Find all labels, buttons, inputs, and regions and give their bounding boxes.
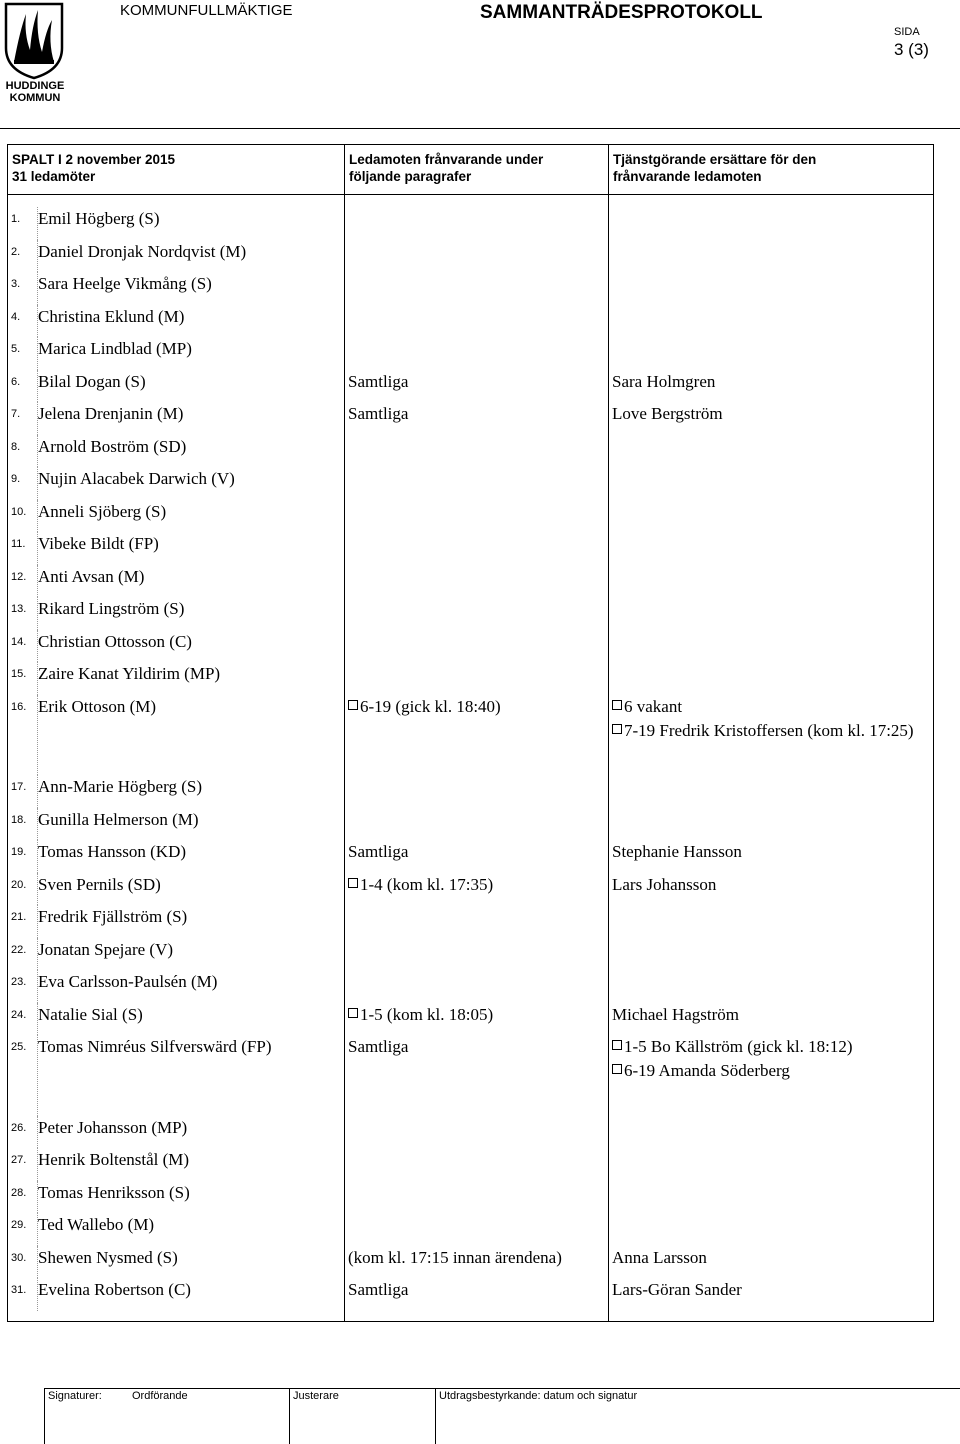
member-row [8,775,344,808]
member-name: Anti Avsan (M) [38,566,145,586]
substitute-cell [609,240,933,273]
member-name: Tomas Hansson (KD) [38,842,187,861]
substitute-cell [609,1148,933,1181]
member-row [8,240,344,273]
document-title: SAMMANTRÄDESPROTOKOLL [480,2,763,23]
member-name: Sara Heelge Vikmång (S) [38,274,212,293]
member-name: Christina Eklund (M) [38,306,185,326]
member-row [8,695,344,776]
absent-cell [345,873,608,906]
member-number: 21. [11,905,38,938]
member-number: 20. [11,873,38,906]
member-number: 2. [11,240,38,273]
member-name: Rikard Lingström (S) [38,599,185,618]
substitute-cell [609,402,933,435]
member-number: 1. [11,207,38,240]
member-name: Eva Carlsson-Paulsén (M) [38,972,218,991]
member-number: 28. [11,1181,38,1214]
absent-text: 1-4 (kom kl. 17:35) [360,874,494,894]
absent-text: 6-19 (gick kl. 18:40) [360,696,501,716]
checkbox-icon [612,1064,622,1074]
column-header-absent: Ledamoten frånvarande under följande paragrafer [345,145,609,195]
absent-cell [345,532,608,565]
page-number: 3 (3) [894,40,929,59]
member-number: 23. [11,970,38,1003]
absent-cell [345,402,608,435]
member-row [8,1148,344,1181]
member-name: Ann-Marie Högberg (S) [38,777,202,796]
member-row [8,337,344,370]
absent-text: Samtliga [348,1037,409,1056]
member-name: Ted Wallebo (M) [38,1215,155,1234]
substitute-cell [609,272,933,305]
member-row [8,662,344,695]
member-row [8,565,344,598]
absent-column [345,195,609,1322]
member-name: Anneli Sjöberg (S) [38,501,167,521]
checkbox-icon [612,700,622,710]
substitute-cell [609,1246,933,1279]
substitute-cell [609,662,933,695]
absent-cell [345,337,608,370]
absent-text: Samtliga [348,404,409,423]
member-name: Daniel Dronjak Nordqvist (M) [38,241,247,261]
member-name: Zaire Kanat Yildirim (MP) [38,664,221,683]
member-name: Peter Johansson (MP) [38,1117,188,1137]
absent-cell [345,1148,608,1181]
substitute-cell [609,905,933,938]
absent-cell [345,1003,608,1036]
absent-cell [345,240,608,273]
substitute-cell [609,435,933,468]
member-number: 22. [11,938,38,971]
member-number: 11. [11,532,38,565]
member-row [8,305,344,338]
absent-cell [345,1213,608,1246]
adjuster-signature-field: Justerare [289,1388,435,1444]
column-header-substitute: Tjänstgörande ersättare för den frånvarande ledamoten [609,145,934,195]
member-name: Jelena Drenjanin (M) [38,404,184,423]
checkbox-icon [348,878,358,888]
signatures-label: Signaturer: [44,1388,129,1444]
member-row [8,630,344,663]
org-name: HUDDINGE KOMMUN [5,80,65,104]
member-number: 15. [11,662,38,695]
absent-cell [345,272,608,305]
member-number: 26. [11,1116,38,1149]
substitute-entry: 7-19 Fredrik Kristoffersen (kom kl. 17:25) [609,719,933,743]
absent-cell [345,435,608,468]
member-number: 31. [11,1278,38,1311]
absent-cell [345,305,608,338]
member-number: 17. [11,775,38,808]
substitute-cell [609,1116,933,1149]
member-number: 18. [11,808,38,841]
substitute-cell [609,305,933,338]
member-name: Sven Pernils (SD) [38,874,161,894]
substitute-cell [609,873,933,906]
substitute-cell [609,467,933,500]
substitute-cell [609,1003,933,1036]
absent-cell [345,662,608,695]
chair-signature-field: Ordförande [132,1390,188,1402]
substitute-entry: Love Bergström [612,404,723,423]
substitute-cell [609,532,933,565]
absent-cell [345,938,608,971]
member-name: Christian Ottosson (C) [38,631,192,651]
absent-cell [345,1035,608,1116]
member-row [8,938,344,971]
checkbox-icon [612,724,622,734]
absent-cell [345,1116,608,1149]
absent-cell [345,370,608,403]
substitute-cell [609,500,933,533]
member-name: Tomas Nimréus Silfverswärd (FP) [38,1037,272,1056]
member-name: Henrik Boltenstål (M) [38,1150,190,1169]
substitute-entry: Michael Hagström [612,1004,739,1024]
signature-footer [44,1388,960,1444]
checkbox-icon [612,1040,622,1050]
checkbox-icon [348,1008,358,1018]
member-number: 6. [11,370,38,403]
substitute-cell [609,1035,933,1116]
member-name: Natalie Sial (S) [38,1004,143,1024]
member-number: 30. [11,1246,38,1279]
member-name: Marica Lindblad (MP) [38,339,192,358]
member-number: 25. [11,1035,38,1116]
member-row [8,1003,344,1036]
absent-cell [345,1246,608,1279]
absent-cell [345,597,608,630]
member-name: Jonatan Spejare (V) [38,939,174,959]
substitute-cell [609,970,933,1003]
absent-cell [345,467,608,500]
substitute-entry: Lars Johansson [612,874,717,894]
absent-cell [345,565,608,598]
substitute-cell [609,1278,933,1311]
page-header [0,0,960,130]
absent-cell [345,1181,608,1214]
member-row [8,272,344,305]
absent-cell [345,207,608,240]
member-number: 9. [11,467,38,500]
member-number: 16. [11,695,38,776]
substitute-entry: Sara Holmgren [612,371,716,391]
member-name: Tomas Henriksson (S) [38,1182,190,1202]
absent-text: Samtliga [348,1280,409,1299]
substitute-column [609,195,934,1322]
member-row [8,1213,344,1246]
member-row [8,1035,344,1116]
member-name: Vibeke Bildt (FP) [38,534,159,553]
column-header-members: SPALT I 2 november 2015 31 ledamöter [8,145,345,195]
member-row [8,370,344,403]
substitute-cell [609,597,933,630]
absent-cell [345,970,608,1003]
absent-text: 1-5 (kom kl. 18:05) [360,1004,494,1024]
member-row [8,873,344,906]
member-name: Gunilla Helmerson (M) [38,809,199,829]
substitute-cell [609,1213,933,1246]
page-label: SIDA [894,26,920,38]
member-row [8,1181,344,1214]
member-name: Erik Ottoson (M) [38,696,157,716]
substitute-cell [609,565,933,598]
member-name: Fredrik Fjällström (S) [38,907,188,926]
member-number: 10. [11,500,38,533]
member-row [8,532,344,565]
member-row [8,1116,344,1149]
member-number: 13. [11,597,38,630]
absent-text: Samtliga [348,842,409,861]
member-name: Arnold Boström (SD) [38,436,187,456]
header-divider [0,128,960,129]
member-name: Evelina Robertson (C) [38,1280,191,1299]
member-name: Bilal Dogan (S) [38,371,146,391]
member-name: Emil Högberg (S) [38,209,160,228]
member-number: 24. [11,1003,38,1036]
member-row [8,808,344,841]
member-row [8,905,344,938]
member-row [8,597,344,630]
member-row [8,1246,344,1279]
member-row [8,467,344,500]
member-number: 5. [11,337,38,370]
member-row [8,1278,344,1311]
member-number: 8. [11,435,38,468]
substitute-cell [609,207,933,240]
absent-cell [345,775,608,808]
member-name: Nujin Alacabek Darwich (V) [38,469,235,488]
member-number: 19. [11,840,38,873]
member-number: 14. [11,630,38,663]
absent-cell [345,630,608,663]
member-number: 27. [11,1148,38,1181]
substitute-cell [609,695,933,776]
substitute-entry: Lars-Göran Sander [612,1280,742,1299]
member-row [8,500,344,533]
member-row [8,207,344,240]
substitute-cell [609,370,933,403]
absent-cell [345,808,608,841]
member-number: 4. [11,305,38,338]
substitute-cell [609,808,933,841]
table-header-row [8,145,934,195]
member-number: 3. [11,272,38,305]
extract-signature-field: Utdragsbestyrkande: datum och signatur [435,1388,960,1444]
member-row [8,402,344,435]
member-name: Shewen Nysmed (S) [38,1247,178,1267]
members-column [8,195,345,1322]
substitute-cell [609,337,933,370]
absent-cell [345,840,608,873]
member-row [8,970,344,1003]
substitute-cell [609,630,933,663]
substitute-cell [609,938,933,971]
substitute-cell [609,840,933,873]
absent-text: (kom kl. 17:15 innan ärendena) [348,1247,562,1267]
absent-cell [345,695,608,776]
member-number: 12. [11,565,38,598]
substitute-entry: 6 vakant [609,695,933,719]
absent-text: Samtliga [348,371,409,391]
substitute-cell [609,775,933,808]
substitute-cell [609,1181,933,1214]
substitute-entry: Anna Larsson [612,1247,707,1267]
body-title: KOMMUNFULLMÄKTIGE [120,2,293,19]
attendance-table [7,144,934,1322]
absent-cell [345,500,608,533]
member-row [8,435,344,468]
substitute-entry: 1-5 Bo Källström (gick kl. 18:12) [609,1035,933,1059]
checkbox-icon [348,700,358,710]
member-number: 29. [11,1213,38,1246]
substitute-entry: Stephanie Hansson [612,842,742,861]
absent-cell [345,905,608,938]
substitute-entry: 6-19 Amanda Söderberg [609,1059,933,1083]
table-body-row [8,195,934,1322]
member-number: 7. [11,402,38,435]
member-row [8,840,344,873]
absent-cell [345,1278,608,1311]
